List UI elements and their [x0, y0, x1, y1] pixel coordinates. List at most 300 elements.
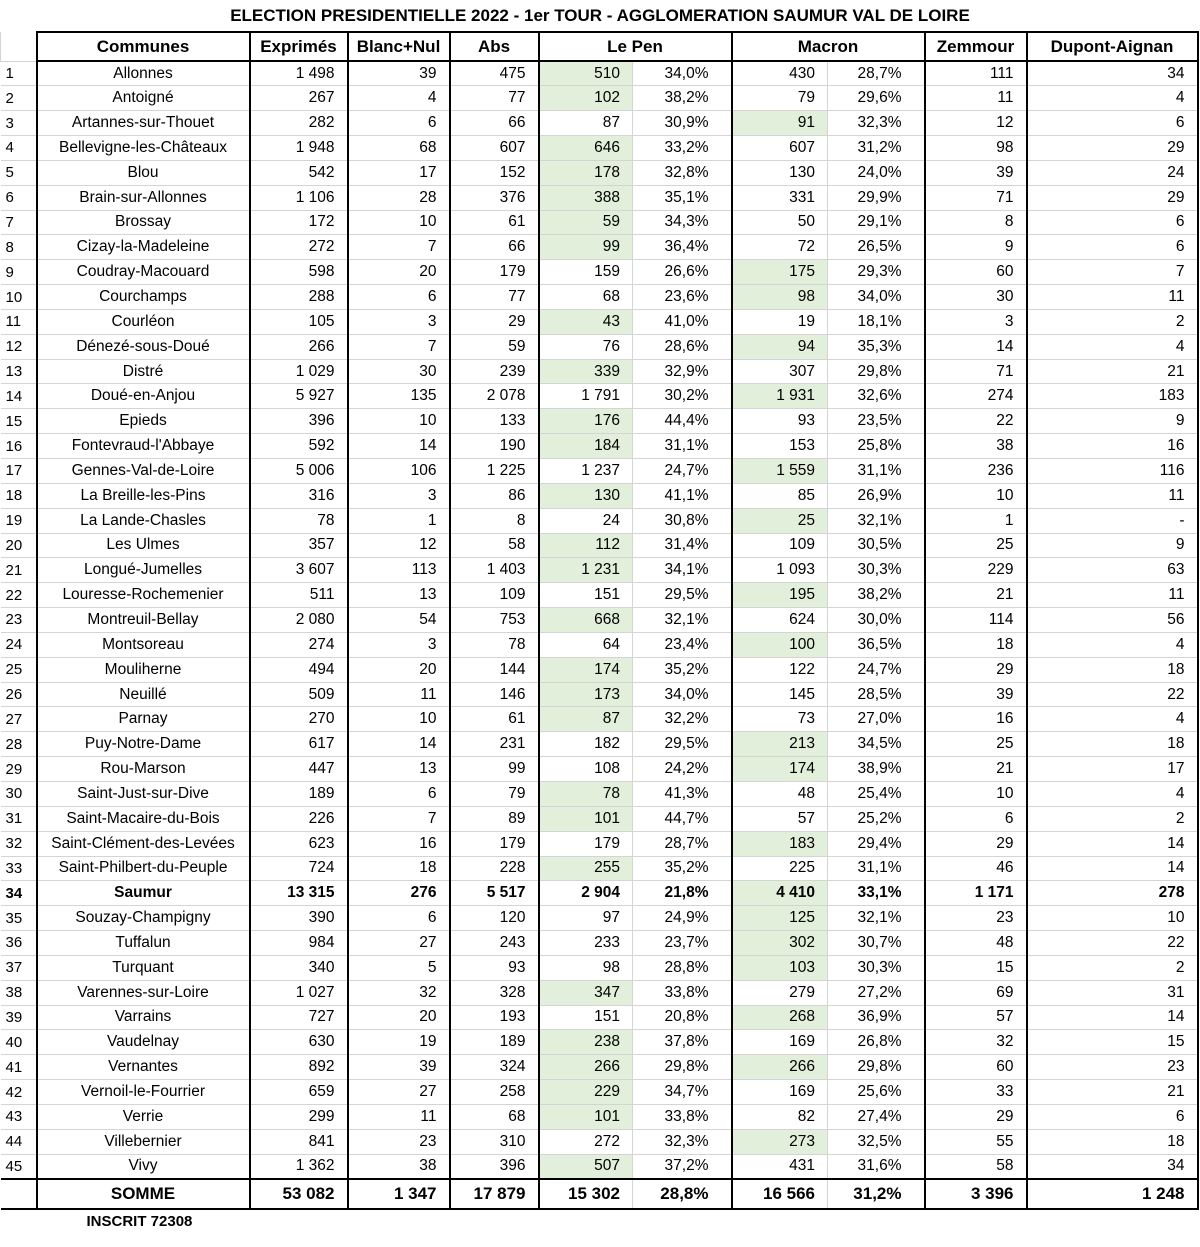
row-index: 40	[1, 1030, 37, 1055]
macron-pct-cell: 27,0%	[828, 707, 925, 732]
macron-pct-cell: 36,5%	[828, 632, 925, 657]
row-index: 24	[1, 632, 37, 657]
blanc-nul-cell: 6	[348, 906, 450, 931]
table-row	[1, 61, 1198, 86]
lepen-votes-cell: 151	[539, 583, 633, 608]
lepen-votes-cell: 98	[539, 955, 633, 980]
macron-pct-cell: 24,0%	[828, 160, 925, 185]
dupont-cell: 21	[1027, 1080, 1198, 1105]
blanc-nul-cell: 20	[348, 657, 450, 682]
lepen-votes-cell: 87	[539, 707, 633, 732]
commune-cell: Saint-Philbert-du-Peuple	[37, 856, 250, 881]
lepen-pct-cell: 32,1%	[633, 608, 732, 633]
abs-cell: 190	[450, 434, 539, 459]
abs-cell: 258	[450, 1080, 539, 1105]
zemmour-cell: 1 171	[925, 881, 1027, 906]
abs-cell: 753	[450, 608, 539, 633]
abs-cell: 179	[450, 831, 539, 856]
header-zemmour: Zemmour	[925, 32, 1027, 61]
header-abs: Abs	[450, 32, 539, 61]
table-row	[1, 558, 1198, 583]
macron-pct-cell: 32,1%	[828, 508, 925, 533]
macron-votes-cell: 607	[732, 136, 828, 161]
lepen-pct-cell: 29,5%	[633, 732, 732, 757]
lepen-pct-cell: 41,3%	[633, 781, 732, 806]
table-row	[1, 1129, 1198, 1154]
row-index: 30	[1, 781, 37, 806]
table-row	[1, 409, 1198, 434]
macron-pct-cell: 29,8%	[828, 359, 925, 384]
blanc-nul-cell: 54	[348, 608, 450, 633]
macron-pct-cell: 38,9%	[828, 757, 925, 782]
zemmour-cell: 25	[925, 732, 1027, 757]
lepen-pct-cell: 21,8%	[633, 881, 732, 906]
commune-cell: Dénezé-sous-Doué	[37, 334, 250, 359]
row-index: 14	[1, 384, 37, 409]
dupont-cell: 11	[1027, 583, 1198, 608]
blanc-nul-cell: 11	[348, 1104, 450, 1129]
macron-pct-cell: 29,4%	[828, 831, 925, 856]
dupont-cell: 15	[1027, 1030, 1198, 1055]
table-row	[1, 980, 1198, 1005]
macron-votes-cell: 19	[732, 309, 828, 334]
lepen-pct-cell: 20,8%	[633, 1005, 732, 1030]
lepen-votes-cell: 1 791	[539, 384, 633, 409]
exprimes-cell: 447	[250, 757, 348, 782]
exprimes-cell: 78	[250, 508, 348, 533]
zemmour-cell: 22	[925, 409, 1027, 434]
abs-cell: 1 225	[450, 459, 539, 484]
table-row	[1, 334, 1198, 359]
commune-cell: Longué-Jumelles	[37, 558, 250, 583]
results-table	[0, 31, 1199, 1233]
commune-cell: Tuffalun	[37, 931, 250, 956]
commune-cell: Villebernier	[37, 1129, 250, 1154]
macron-pct-cell: 27,4%	[828, 1104, 925, 1129]
blanc-nul-cell: 38	[348, 1154, 450, 1179]
macron-pct-cell: 25,8%	[828, 434, 925, 459]
table-row	[1, 881, 1198, 906]
lepen-votes-cell: 507	[539, 1154, 633, 1179]
abs-cell: 179	[450, 260, 539, 285]
commune-cell: Gennes-Val-de-Loire	[37, 459, 250, 484]
exprimes-cell: 13 315	[250, 881, 348, 906]
blanc-nul-cell: 10	[348, 409, 450, 434]
dupont-cell: 22	[1027, 682, 1198, 707]
lepen-votes-cell: 64	[539, 632, 633, 657]
macron-pct-cell: 25,6%	[828, 1080, 925, 1105]
blanc-nul-cell: 17	[348, 160, 450, 185]
table-row	[1, 111, 1198, 136]
zemmour-cell: 29	[925, 831, 1027, 856]
total-abs: 17 879	[450, 1179, 539, 1209]
blanc-nul-cell: 7	[348, 806, 450, 831]
zemmour-cell: 236	[925, 459, 1027, 484]
row-index: 9	[1, 260, 37, 285]
lepen-pct-cell: 30,9%	[633, 111, 732, 136]
lepen-pct-cell: 32,3%	[633, 1129, 732, 1154]
exprimes-cell: 592	[250, 434, 348, 459]
macron-votes-cell: 73	[732, 707, 828, 732]
blanc-nul-cell: 19	[348, 1030, 450, 1055]
lepen-pct-cell: 23,6%	[633, 285, 732, 310]
lepen-votes-cell: 87	[539, 111, 633, 136]
blanc-nul-cell: 16	[348, 831, 450, 856]
lepen-votes-cell: 173	[539, 682, 633, 707]
blanc-nul-cell: 3	[348, 309, 450, 334]
row-index: 45	[1, 1154, 37, 1179]
blanc-nul-cell: 106	[348, 459, 450, 484]
macron-pct-cell: 30,3%	[828, 955, 925, 980]
macron-votes-cell: 50	[732, 210, 828, 235]
commune-cell: Rou-Marson	[37, 757, 250, 782]
macron-votes-cell: 431	[732, 1154, 828, 1179]
row-index: 42	[1, 1080, 37, 1105]
zemmour-cell: 11	[925, 86, 1027, 111]
abs-cell: 8	[450, 508, 539, 533]
table-row	[1, 583, 1198, 608]
row-index: 17	[1, 459, 37, 484]
commune-cell: Antoigné	[37, 86, 250, 111]
macron-pct-cell: 26,5%	[828, 235, 925, 260]
lepen-pct-cell: 36,4%	[633, 235, 732, 260]
blanc-nul-cell: 14	[348, 732, 450, 757]
macron-votes-cell: 82	[732, 1104, 828, 1129]
table-row	[1, 732, 1198, 757]
table-row	[1, 459, 1198, 484]
exprimes-cell: 1 029	[250, 359, 348, 384]
dupont-cell: 34	[1027, 1154, 1198, 1179]
macron-votes-cell: 624	[732, 608, 828, 633]
header-dupont: Dupont-Aignan	[1027, 32, 1198, 61]
table-row	[1, 434, 1198, 459]
blanc-nul-cell: 27	[348, 1080, 450, 1105]
macron-pct-cell: 32,1%	[828, 906, 925, 931]
abs-cell: 5 517	[450, 881, 539, 906]
dupont-cell: 31	[1027, 980, 1198, 1005]
total-exprimes: 53 082	[250, 1179, 348, 1209]
lepen-pct-cell: 41,1%	[633, 483, 732, 508]
dupont-cell: 6	[1027, 235, 1198, 260]
dupont-cell: 4	[1027, 707, 1198, 732]
dupont-cell: 14	[1027, 831, 1198, 856]
macron-pct-cell: 29,9%	[828, 185, 925, 210]
lepen-votes-cell: 176	[539, 409, 633, 434]
row-index: 2	[1, 86, 37, 111]
table-row	[1, 359, 1198, 384]
dupont-cell: 23	[1027, 1055, 1198, 1080]
footer-row	[1, 1209, 1198, 1233]
abs-cell: 228	[450, 856, 539, 881]
abs-cell: 99	[450, 757, 539, 782]
exprimes-cell: 727	[250, 1005, 348, 1030]
blanc-nul-cell: 27	[348, 931, 450, 956]
zemmour-cell: 10	[925, 483, 1027, 508]
zemmour-cell: 10	[925, 781, 1027, 806]
table-row	[1, 682, 1198, 707]
table-row	[1, 160, 1198, 185]
lepen-pct-cell: 35,2%	[633, 856, 732, 881]
lepen-votes-cell: 78	[539, 781, 633, 806]
total-dupont: 1 248	[1027, 1179, 1198, 1209]
commune-cell: Courchamps	[37, 285, 250, 310]
dupont-cell: 21	[1027, 359, 1198, 384]
lepen-votes-cell: 178	[539, 160, 633, 185]
blanc-nul-cell: 18	[348, 856, 450, 881]
lepen-votes-cell: 255	[539, 856, 633, 881]
lepen-votes-cell: 646	[539, 136, 633, 161]
blanc-nul-cell: 28	[348, 185, 450, 210]
blanc-nul-cell: 276	[348, 881, 450, 906]
zemmour-cell: 274	[925, 384, 1027, 409]
lepen-pct-cell: 31,4%	[633, 533, 732, 558]
commune-cell: Vernantes	[37, 1055, 250, 1080]
lepen-pct-cell: 34,0%	[633, 61, 732, 86]
lepen-pct-cell: 23,7%	[633, 931, 732, 956]
macron-votes-cell: 1 559	[732, 459, 828, 484]
macron-votes-cell: 85	[732, 483, 828, 508]
blanc-nul-cell: 10	[348, 707, 450, 732]
macron-votes-cell: 175	[732, 260, 828, 285]
exprimes-cell: 316	[250, 483, 348, 508]
total-row	[1, 1179, 1198, 1209]
macron-votes-cell: 91	[732, 111, 828, 136]
exprimes-cell: 598	[250, 260, 348, 285]
dupont-cell: 4	[1027, 334, 1198, 359]
abs-cell: 2 078	[450, 384, 539, 409]
commune-cell: Vivy	[37, 1154, 250, 1179]
zemmour-cell: 21	[925, 583, 1027, 608]
commune-cell: Saint-Clément-des-Levées	[37, 831, 250, 856]
zemmour-cell: 30	[925, 285, 1027, 310]
dupont-cell: 14	[1027, 856, 1198, 881]
lepen-votes-cell: 101	[539, 806, 633, 831]
table-row	[1, 1030, 1198, 1055]
row-index: 39	[1, 1005, 37, 1030]
macron-votes-cell: 174	[732, 757, 828, 782]
macron-votes-cell: 331	[732, 185, 828, 210]
commune-cell: Coudray-Macouard	[37, 260, 250, 285]
abs-cell: 239	[450, 359, 539, 384]
table-row	[1, 906, 1198, 931]
blanc-nul-cell: 7	[348, 334, 450, 359]
lepen-pct-cell: 33,2%	[633, 136, 732, 161]
exprimes-cell: 617	[250, 732, 348, 757]
macron-pct-cell: 31,1%	[828, 856, 925, 881]
row-index: 27	[1, 707, 37, 732]
row-index: 31	[1, 806, 37, 831]
lepen-pct-cell: 34,3%	[633, 210, 732, 235]
macron-votes-cell: 302	[732, 931, 828, 956]
macron-pct-cell: 30,0%	[828, 608, 925, 633]
lepen-votes-cell: 159	[539, 260, 633, 285]
commune-cell: Louresse-Rochemenier	[37, 583, 250, 608]
exprimes-cell: 267	[250, 86, 348, 111]
commune-cell: Verrie	[37, 1104, 250, 1129]
inscrit-label: INSCRIT 72308	[86, 1212, 193, 1230]
exprimes-cell: 5 927	[250, 384, 348, 409]
exprimes-cell: 105	[250, 309, 348, 334]
commune-cell: Les Ulmes	[37, 533, 250, 558]
total-blanc-nul: 1 347	[348, 1179, 450, 1209]
macron-votes-cell: 153	[732, 434, 828, 459]
lepen-votes-cell: 43	[539, 309, 633, 334]
macron-votes-cell: 25	[732, 508, 828, 533]
row-index: 44	[1, 1129, 37, 1154]
macron-votes-cell: 169	[732, 1080, 828, 1105]
abs-cell: 68	[450, 1104, 539, 1129]
zemmour-cell: 16	[925, 707, 1027, 732]
abs-cell: 79	[450, 781, 539, 806]
lepen-pct-cell: 35,1%	[633, 185, 732, 210]
lepen-pct-cell: 34,0%	[633, 682, 732, 707]
table-row	[1, 508, 1198, 533]
exprimes-cell: 3 607	[250, 558, 348, 583]
abs-cell: 133	[450, 409, 539, 434]
lepen-pct-cell: 44,4%	[633, 409, 732, 434]
row-index: 18	[1, 483, 37, 508]
zemmour-cell: 29	[925, 1104, 1027, 1129]
row-index: 16	[1, 434, 37, 459]
dupont-cell: 9	[1027, 409, 1198, 434]
exprimes-cell: 623	[250, 831, 348, 856]
zemmour-cell: 71	[925, 359, 1027, 384]
total-index	[1, 1179, 37, 1209]
commune-cell: Doué-en-Anjou	[37, 384, 250, 409]
dupont-cell: 56	[1027, 608, 1198, 633]
dupont-cell: 4	[1027, 86, 1198, 111]
macron-votes-cell: 130	[732, 160, 828, 185]
lepen-pct-cell: 38,2%	[633, 86, 732, 111]
macron-pct-cell: 36,9%	[828, 1005, 925, 1030]
exprimes-cell: 282	[250, 111, 348, 136]
exprimes-cell: 1 027	[250, 980, 348, 1005]
dupont-cell: 17	[1027, 757, 1198, 782]
macron-pct-cell: 31,2%	[828, 136, 925, 161]
table-row	[1, 657, 1198, 682]
macron-votes-cell: 79	[732, 86, 828, 111]
lepen-pct-cell: 24,9%	[633, 906, 732, 931]
lepen-votes-cell: 102	[539, 86, 633, 111]
lepen-pct-cell: 41,0%	[633, 309, 732, 334]
abs-cell: 396	[450, 1154, 539, 1179]
macron-pct-cell: 25,4%	[828, 781, 925, 806]
dupont-cell: 18	[1027, 732, 1198, 757]
zemmour-cell: 25	[925, 533, 1027, 558]
exprimes-cell: 724	[250, 856, 348, 881]
zemmour-cell: 6	[925, 806, 1027, 831]
row-index: 32	[1, 831, 37, 856]
row-index: 22	[1, 583, 37, 608]
dupont-cell: 10	[1027, 906, 1198, 931]
row-index: 4	[1, 136, 37, 161]
total-lepen-votes: 15 302	[539, 1179, 633, 1209]
macron-pct-cell: 29,8%	[828, 1055, 925, 1080]
lepen-pct-cell: 33,8%	[633, 980, 732, 1005]
table-row	[1, 781, 1198, 806]
exprimes-cell: 357	[250, 533, 348, 558]
table-row	[1, 136, 1198, 161]
lepen-votes-cell: 339	[539, 359, 633, 384]
commune-cell: Saint-Just-sur-Dive	[37, 781, 250, 806]
exprimes-cell: 5 006	[250, 459, 348, 484]
macron-votes-cell: 307	[732, 359, 828, 384]
row-index: 33	[1, 856, 37, 881]
commune-cell: Fontevraud-l'Abbaye	[37, 434, 250, 459]
macron-pct-cell: 24,7%	[828, 657, 925, 682]
lepen-votes-cell: 112	[539, 533, 633, 558]
exprimes-cell: 396	[250, 409, 348, 434]
table-row	[1, 533, 1198, 558]
abs-cell: 324	[450, 1055, 539, 1080]
macron-pct-cell: 31,6%	[828, 1154, 925, 1179]
row-index: 8	[1, 235, 37, 260]
blanc-nul-cell: 39	[348, 61, 450, 86]
exprimes-cell: 511	[250, 583, 348, 608]
macron-votes-cell: 1 931	[732, 384, 828, 409]
lepen-votes-cell: 99	[539, 235, 633, 260]
dupont-cell: 6	[1027, 111, 1198, 136]
blanc-nul-cell: 5	[348, 955, 450, 980]
macron-pct-cell: 30,7%	[828, 931, 925, 956]
zemmour-cell: 229	[925, 558, 1027, 583]
lepen-pct-cell: 23,4%	[633, 632, 732, 657]
lepen-pct-cell: 26,6%	[633, 260, 732, 285]
exprimes-cell: 892	[250, 1055, 348, 1080]
dupont-cell: 11	[1027, 285, 1198, 310]
table-row	[1, 931, 1198, 956]
lepen-pct-cell: 37,2%	[633, 1154, 732, 1179]
macron-pct-cell: 18,1%	[828, 309, 925, 334]
commune-cell: Epieds	[37, 409, 250, 434]
commune-cell: Souzay-Champigny	[37, 906, 250, 931]
exprimes-cell: 2 080	[250, 608, 348, 633]
total-macron-pct: 31,2%	[828, 1179, 925, 1209]
macron-pct-cell: 33,1%	[828, 881, 925, 906]
sheet-title: ELECTION PRESIDENTIELLE 2022 - 1er TOUR - AGGLOMERATION SAUMUR VAL DE LOIRE	[230, 5, 970, 25]
lepen-votes-cell: 238	[539, 1030, 633, 1055]
macron-votes-cell: 93	[732, 409, 828, 434]
zemmour-cell: 46	[925, 856, 1027, 881]
macron-pct-cell: 34,5%	[828, 732, 925, 757]
macron-pct-cell: 23,5%	[828, 409, 925, 434]
dupont-cell: -	[1027, 508, 1198, 533]
zemmour-cell: 23	[925, 906, 1027, 931]
zemmour-cell: 60	[925, 1055, 1027, 1080]
dupont-cell: 183	[1027, 384, 1198, 409]
exprimes-cell: 509	[250, 682, 348, 707]
exprimes-cell: 226	[250, 806, 348, 831]
lepen-votes-cell: 108	[539, 757, 633, 782]
exprimes-cell: 340	[250, 955, 348, 980]
row-index: 25	[1, 657, 37, 682]
row-index: 10	[1, 285, 37, 310]
zemmour-cell: 8	[925, 210, 1027, 235]
macron-votes-cell: 4 410	[732, 881, 828, 906]
dupont-cell: 278	[1027, 881, 1198, 906]
commune-cell: Saint-Macaire-du-Bois	[37, 806, 250, 831]
exprimes-cell: 1 106	[250, 185, 348, 210]
macron-pct-cell: 29,3%	[828, 260, 925, 285]
commune-cell: Allonnes	[37, 61, 250, 86]
blanc-nul-cell: 3	[348, 483, 450, 508]
commune-cell: Cizay-la-Madeleine	[37, 235, 250, 260]
row-index: 13	[1, 359, 37, 384]
table-row	[1, 608, 1198, 633]
macron-pct-cell: 29,6%	[828, 86, 925, 111]
lepen-pct-cell: 24,7%	[633, 459, 732, 484]
lepen-votes-cell: 347	[539, 980, 633, 1005]
